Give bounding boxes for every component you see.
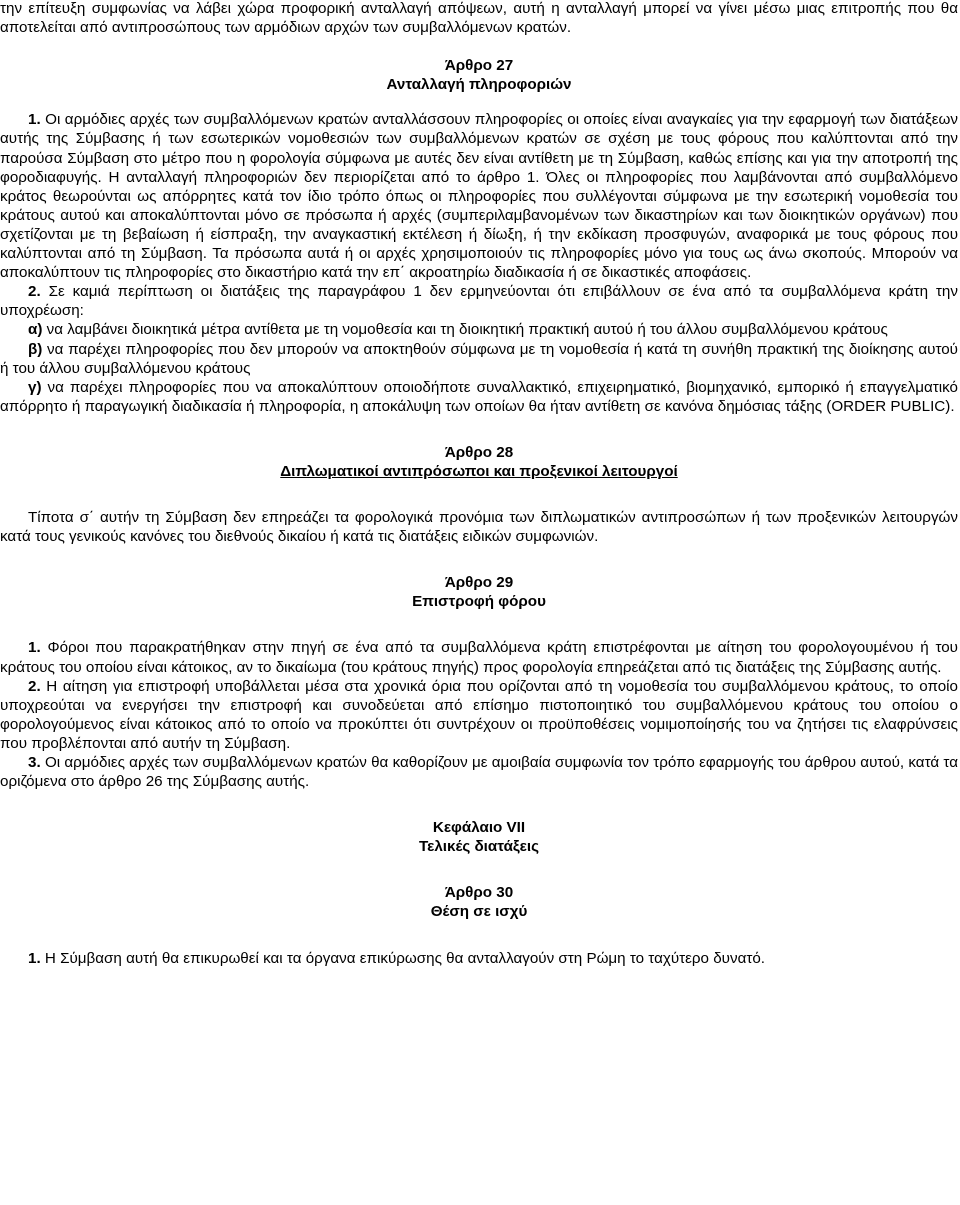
article-28-title: Διπλωματικοί αντιπρόσωποι και προξενικοί λειτουργοί	[280, 462, 678, 480]
paragraph-number: 1.	[28, 949, 41, 967]
article-28-paragraph: Τίποτα σ΄ αυτήν τη Σύμβαση δεν επηρεάζει τα φορολογικά προνόμια των διπλωματικών αντιπροσώπων ή των προξενικών λειτουργών κατά τους γενικούς κανόνες του διεθνούς δικαίου ή κατά τις διατάξεις ειδικών συμφωνιών.	[0, 509, 958, 546]
paragraph-text: Η Σύμβαση αυτή θα επικυρωθεί και τα όργανα επικύρωσης θα ανταλλαγούν στη Ρώμη το ταχύτερο δυνατό.	[44, 949, 766, 967]
paragraph-number: 1.	[28, 639, 41, 657]
article-27-item-a	[0, 320, 958, 339]
item-text: να λαμβάνει διοικητικά μέτρα αντίθετα με τη νομοθεσία και τη διοικητική πρακτική αυτού ή του άλλου συμβαλλόμενου κράτους	[46, 321, 888, 339]
article-27-number: Άρθρο 27	[444, 57, 514, 75]
item-label: α)	[28, 321, 43, 339]
article-27-title: Ανταλλαγή πληροφοριών	[386, 76, 572, 94]
article-29-number: Άρθρο 29	[444, 574, 514, 592]
chapter-7-number: Κεφάλαιο VII	[432, 819, 526, 837]
spacer	[0, 611, 958, 638]
paragraph-text: Η αίτηση για επιστροφή υποβάλλεται μέσα στα χρονικά όρια που ορίζονται από τη νομοθεσία του συμβαλλόμενου κράτους, το οποίο υποχρεούται να ενεργήσει την επιστροφή και συνοδεύεται από επίσημο πιστοποιητικό του συμβαλλόμενου κράτους του οποίου ο φορολογούμενος είναι κάτοικος από το οποίο να προκύπτει ότι συντρέχουν οι προϋποθέσεις νομιμοποίησής του να ζητήσει τις ελαφρύνσεις που προβλέπονται από αυτήν τη Σύμβαση.	[0, 677, 958, 752]
paragraph-number: 3.	[28, 754, 41, 771]
spacer	[0, 94, 958, 110]
chapter-7-title: Τελικές διατάξεις	[418, 838, 539, 856]
article-27-item-c	[0, 378, 958, 416]
article-27-paragraph-2	[0, 282, 958, 320]
paragraph-text: Οι αρμόδιες αρχές των συμβαλλόμενων κρατών ανταλλάσσουν πληροφορίες οι οποίες είναι αναγκαίες για την εφαρμογή των διατάξεων αυτής της Σύμβασης ή των εσωτερικών νομοθεσιών των συμβαλλόμενων κρατών σε σχέση με τους φόρους που καλύπτονται από την παρούσα Σύμβαση στο μέτρο που η φορολογία σύμφωνα με αυτές δεν είναι αντίθετη με τη Σύμβαση, καθώς επίσης και για την αποτροπή της φοροδιαφυγής. Η ανταλλαγή πληροφοριών δεν περιορίζεται από το άρθρο 1. Όλες οι πληροφορίες που λαμβάνονται από συμβαλλόμενο κράτος θεωρούνται ως απόρρητες κατά τον ίδιο τρόπο όπως οι πληροφορίες που συλλέγονται σύμφωνα με την εσωτερική νομοθεσία του κράτους αυτού και αποκαλύπτονται μόνο σε πρόσωπα ή αρχές (συμπεριλαμβανομένων των δικαστηρίων και των διοικητικών οργάνων) που σχετίζονται με τη βεβαίωση ή είσπραξη, την αναγκαστική εκτέλεση ή δίωξη, ή την εκδίκαση προσφυγών, αναφορικά με τους φόρους που καλύπτονται από τη Σύμβαση. Τα πρόσωπα αυτά ή οι αρχές χρησιμοποιούν τις πληροφορίες μόνο για τους ως άνω σκοπούς. Μπορούν να αποκαλύπτουν τις πληροφορίες στο δικαστήριο κατά την επ΄ ακροατηρίω διαδικασία ή σε δικαστικές αποφάσεις.	[0, 111, 958, 282]
spacer	[0, 37, 958, 56]
article-29-paragraph-2	[0, 677, 958, 753]
spacer	[0, 922, 958, 949]
paragraph-number: 2.	[28, 677, 41, 695]
paragraph-text: Σε καμιά περίπτωση οι διατάξεις της παραγράφου 1 δεν ερμηνεύονται ότι επιβάλλουν σε ένα από τα συμβαλλόμενα κράτη την υποχρέωση:	[0, 283, 958, 320]
article-27-paragraph-1	[0, 110, 958, 282]
item-label: γ)	[28, 378, 42, 396]
paragraph-number: 1.	[28, 111, 41, 129]
article-29-paragraph-1	[0, 638, 958, 676]
spacer	[0, 481, 958, 508]
paragraph-text: Οι αρμόδιες αρχές των συμβαλλόμενων κρατών θα καθορίζουν με αμοιβαία συμφωνία τον τρόπο εφαρμογής του άρθρου αυτού, κατά τα οριζόμενα στο άρθρο 26 της Σύμβασης αυτής.	[0, 754, 958, 791]
paragraph-number: 2.	[28, 283, 41, 301]
spacer	[0, 416, 958, 443]
spacer	[0, 791, 958, 818]
article-30-number: Άρθρο 30	[444, 884, 514, 902]
article-27-item-b	[0, 340, 958, 378]
article-30-paragraph-1	[0, 949, 958, 968]
intro-paragraph: την επίτευξη συμφωνίας να λάβει χώρα προφορική ανταλλαγή απόψεων, αυτή η ανταλλαγή μπορεί να γίνει μέσω μιας επιτροπής που θα αποτελείται από αντιπροσώπους των αρμόδιων αρχών των συμβαλλόμενων κρατών.	[0, 0, 958, 37]
paragraph-text: Φόροι που παρακρατήθηκαν στην πηγή σε ένα από τα συμβαλλόμενα κράτη επιστρέφονται με αίτηση του φορολογουμένου ή του κράτους του οποίου είναι κάτοικος, αν το δικαίωμα (του κράτους πηγής) προς φορολογία επηρεάζεται από τις διατάξεις της Σύμβασης αυτής.	[0, 639, 958, 676]
spacer	[0, 856, 958, 883]
item-text: να παρέχει πληροφορίες που να αποκαλύπτουν οποιοδήποτε συναλλακτικό, επιχειρηματικό, βιομηχανικό, εμπορικό ή επαγγελματικό απόρρητο ή παραγωγική διαδικασία ή πληροφορία, η αποκάλυψη των οποίων θα ήταν αντίθετη σε κανόνα δημόσιας τάξης (ORDER PUBLIC).	[0, 378, 958, 415]
item-label: β)	[28, 340, 43, 358]
article-30-title: Θέση σε ισχύ	[430, 903, 528, 921]
item-text: να παρέχει πληροφορίες που δεν μπορούν να αποκτηθούν σύμφωνα με τη νομοθεσία ή κατά τη συνήθη πρακτική της διοίκησης αυτού ή του άλλου συμβαλλόμενου κράτους	[0, 340, 958, 377]
article-28-number: Άρθρο 28	[444, 443, 514, 461]
spacer	[0, 546, 958, 573]
article-29-paragraph-3	[0, 753, 958, 791]
article-29-title: Επιστροφή φόρου	[412, 593, 546, 611]
